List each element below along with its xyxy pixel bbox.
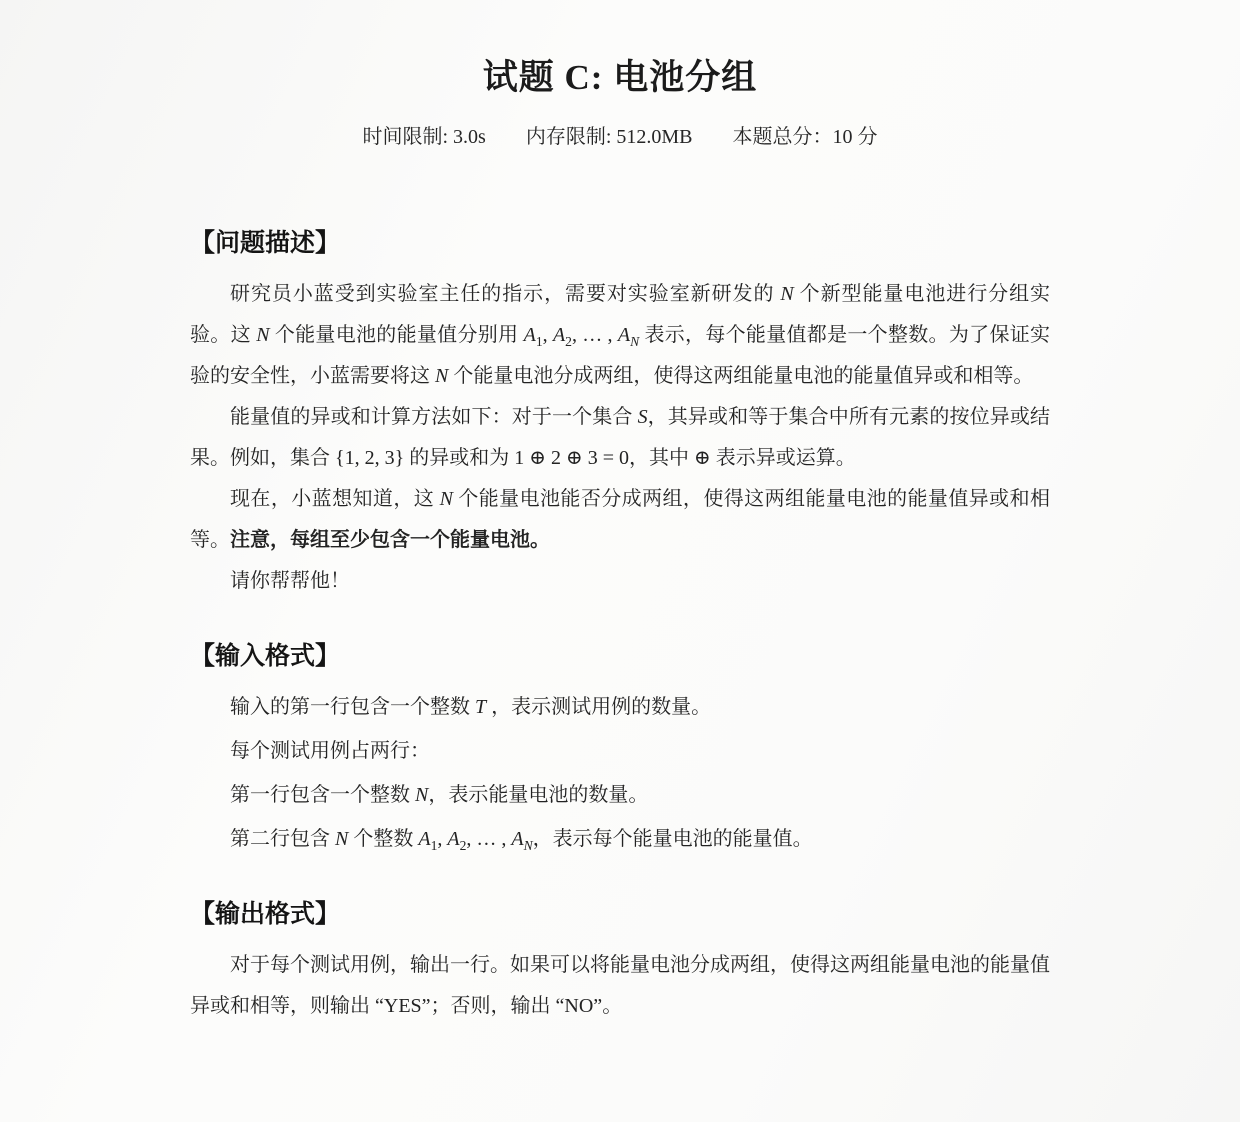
meta-line (190, 120, 1050, 149)
problem-paragraph-1: 研究员小蓝受到实验室主任的指示，需要对实验室新研发的 N 个新型能量电池进行分组实验。这 N 个能量电池的能量值分别用 $A_1$, $A_2$, … , $A_N$ 表示，每个能量值都是一个整数。为了保证实验的安全性，小蓝需要将这 N 个能量电池分成两组，使得这两组能量电池的能量值异或和相等。 (190, 283, 1051, 387)
output-paragraph-1: 对于每个测试用例，输出一行。如果可以将能量电池分成两组，使得这两组能量电池的能量值异或和相等，则输出 “YES”；否则，输出 “NO”。 (190, 954, 1050, 1017)
total-score-label: 本题总分：10 分 (732, 126, 878, 148)
input-paragraph-1: 输入的第一行包含一个整数 T ，表示测试用例的数量。 (230, 696, 712, 718)
section-problem-description (190, 223, 1050, 602)
output-format-heading: 【输出格式】 (190, 900, 341, 928)
input-paragraph-2: 每个测试用例占两行： (230, 740, 430, 762)
problem-paragraph-2: 能量值的异或和计算方法如下：对于一个集合 S，其异或和等于集合中所有元素的按位异或结果。例如，集合 {1, 2, 3} 的异或和为 1 ⊕ 2 ⊕ 3 = 0，其中 ⊕ 表示异或运算。 (190, 406, 1051, 469)
problem-paragraph-4: 请你帮帮他！ (230, 570, 350, 592)
problem-paragraph-3: 现在，小蓝想知道，这 N 个能量电池能否分成两组，使得这两组能量电池的能量值异或和相等。注意，每组至少包含一个能量电池。 (190, 488, 1051, 551)
input-paragraph-3: 第一行包含一个整数 N，表示能量电池的数量。 (230, 784, 649, 806)
problem-description-heading: 【问题描述】 (190, 229, 341, 257)
input-format-heading: 【输入格式】 (190, 642, 341, 670)
time-limit-label: 时间限制: 3.0s (362, 126, 486, 148)
input-paragraph-4: 第二行包含 N 个整数 $A_1$, $A_2$, … , $A_N$，表示每个能量电池的能量值。 (230, 828, 813, 853)
page-title: 试题 C: 电池分组 (482, 58, 758, 97)
memory-limit-label: 内存限制: 512.0MB (525, 126, 693, 148)
section-output-format (190, 894, 1050, 1027)
section-input-format (190, 636, 1050, 860)
